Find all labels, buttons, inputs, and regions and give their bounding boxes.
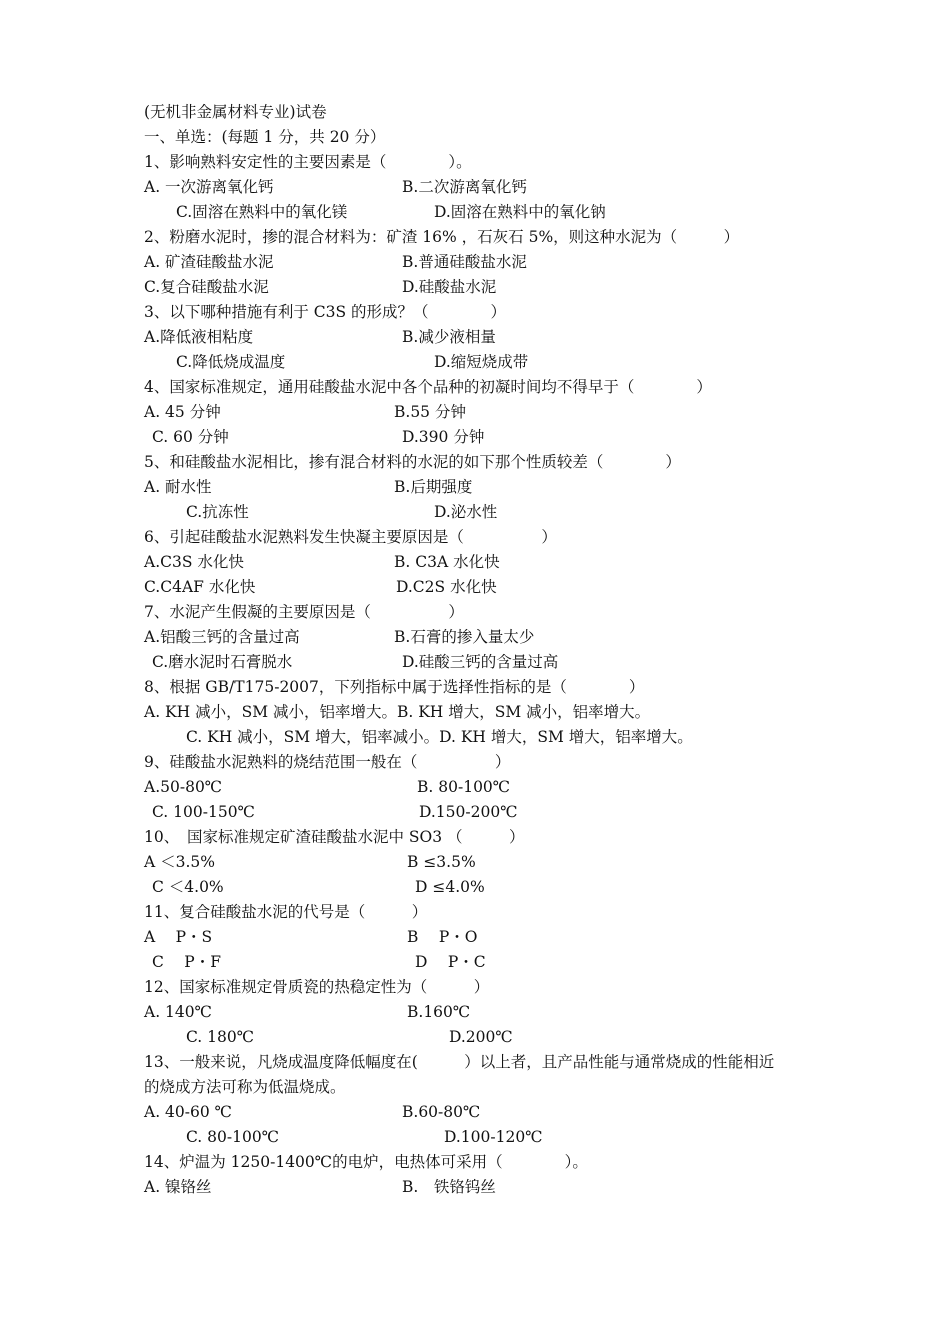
option-row xyxy=(144,950,824,975)
answer-option: A. 140℃ xyxy=(144,1003,212,1021)
answer-option: C.复合硅酸盐水泥 xyxy=(144,278,269,296)
answer-option: D.硅酸盐水泥 xyxy=(402,278,497,296)
option-row xyxy=(144,800,824,825)
answer-option: D P・C xyxy=(415,953,486,971)
answer-option: B.二次游离氧化钙 xyxy=(402,178,527,196)
answer-option: D ≤4.0% xyxy=(415,878,485,896)
question-stem: 6、引起硅酸盐水泥熟料发生快凝主要原因是（ ） xyxy=(144,528,557,546)
question-stem: 7、水泥产生假凝的主要原因是（ ） xyxy=(144,603,464,621)
answer-option: C P・F xyxy=(152,953,221,971)
option-row xyxy=(144,1100,824,1125)
answer-option: D.100-120℃ xyxy=(444,1128,543,1146)
option-row xyxy=(144,1025,824,1050)
answer-option: C. 180℃ xyxy=(186,1028,255,1046)
answer-option: C. 80-100℃ xyxy=(186,1128,280,1146)
option-row xyxy=(144,875,824,900)
answer-option: A. KH 减小，SM 减小，铝率增大。B. KH 增大，SM 减小，铝率增大。 xyxy=(144,703,651,721)
option-row xyxy=(144,700,824,725)
answer-option: A.铝酸三钙的含量过高 xyxy=(144,628,300,646)
answer-option: D.390 分钟 xyxy=(402,428,485,446)
answer-option: B P・O xyxy=(407,928,478,946)
answer-option: A. 镍铬丝 xyxy=(144,1178,212,1196)
question-stem: 14、炉温为 1250-1400℃的电炉，电热体可采用（ ）。 xyxy=(144,1153,588,1171)
answer-option: B.石膏的掺入量太少 xyxy=(394,628,535,646)
option-row xyxy=(144,250,824,275)
answer-option: C.抗冻性 xyxy=(186,503,249,521)
answer-option: B.后期强度 xyxy=(394,478,473,496)
option-row xyxy=(144,550,824,575)
answer-option: A.50-80℃ xyxy=(144,778,223,796)
answer-option: D.200℃ xyxy=(449,1028,513,1046)
question-stem: 9、硅酸盐水泥熟料的烧结范围一般在（ ） xyxy=(144,753,511,771)
option-row xyxy=(144,725,824,750)
answer-option: B.60-80℃ xyxy=(402,1103,481,1121)
answer-option: B. 铁铬钨丝 xyxy=(402,1178,496,1196)
question-stem: 1、影响熟料安定性的主要因素是（ ）。 xyxy=(144,153,472,171)
option-row xyxy=(144,500,824,525)
answer-option: A ＜3.5% xyxy=(144,853,215,871)
section-heading: 一、单选：(每题 1 分，共 20 分） xyxy=(144,128,386,146)
answer-option: A.C3S 水化快 xyxy=(144,553,244,571)
exam-title: (无机非金属材料专业)试卷 xyxy=(144,103,327,121)
option-row xyxy=(144,775,824,800)
option-row xyxy=(144,1000,824,1025)
option-row xyxy=(144,575,824,600)
option-row xyxy=(144,200,824,225)
answer-option: D.泌水性 xyxy=(434,503,498,521)
question-stem: 3、以下哪种措施有利于 C3S 的形成？（ ） xyxy=(144,303,507,321)
answer-option: D.缩短烧成带 xyxy=(434,353,529,371)
answer-option: C. 60 分钟 xyxy=(152,428,229,446)
answer-option: A P・S xyxy=(144,928,213,946)
answer-option: C. 100-150℃ xyxy=(152,803,255,821)
question-stem: 12、国家标准规定骨质瓷的热稳定性为（ ） xyxy=(144,978,490,996)
answer-option: A.降低液相粘度 xyxy=(144,328,254,346)
answer-option: C. KH 减小，SM 增大，铝率减小。D. KH 增大，SM 增大，铝率增大。 xyxy=(186,728,693,746)
option-row xyxy=(144,325,824,350)
question-stem-continued: 的烧成方法可称为低温烧成。 xyxy=(144,1078,346,1096)
answer-option: C.固溶在熟料中的氧化镁 xyxy=(176,203,348,221)
answer-option: B. C3A 水化快 xyxy=(394,553,500,571)
answer-option: D.固溶在熟料中的氧化钠 xyxy=(434,203,606,221)
answer-option: C ＜4.0% xyxy=(152,878,224,896)
answer-option: B.160℃ xyxy=(407,1003,471,1021)
question-stem: 13、一般来说，凡烧成温度降低幅度在( ）以上者，且产品性能与通常烧成的性能相近 xyxy=(144,1053,775,1071)
answer-option: B.普通硅酸盐水泥 xyxy=(402,253,527,271)
option-row xyxy=(144,475,824,500)
exam-content xyxy=(144,100,824,1200)
question-stem: 5、和硅酸盐水泥相比，掺有混合材料的水泥的如下那个性质较差（ ） xyxy=(144,453,681,471)
answer-option: B.减少液相量 xyxy=(402,328,496,346)
answer-option: D.C2S 水化快 xyxy=(396,578,497,596)
answer-option: D.150-200℃ xyxy=(419,803,518,821)
answer-option: C.降低烧成温度 xyxy=(176,353,286,371)
option-row xyxy=(144,1125,824,1150)
option-row xyxy=(144,275,824,300)
answer-option: D.硅酸三钙的含量过高 xyxy=(402,653,559,671)
answer-option: B ≤3.5% xyxy=(407,853,476,871)
answer-option: B. 80-100℃ xyxy=(417,778,511,796)
answer-option: A. 矿渣硅酸盐水泥 xyxy=(144,253,274,271)
option-row xyxy=(144,850,824,875)
option-row xyxy=(144,625,824,650)
option-row xyxy=(144,350,824,375)
answer-option: C.磨水泥时石膏脱水 xyxy=(152,653,293,671)
answer-option: A. 45 分钟 xyxy=(144,403,221,421)
option-row xyxy=(144,175,824,200)
answer-option: A. 一次游离氧化钙 xyxy=(144,178,274,196)
question-stem: 8、根据 GB/T175-2007，下列指标中属于选择性指标的是（ ） xyxy=(144,678,645,696)
question-stem: 10、 国家标准规定矿渣硅酸盐水泥中 SO3 （ ） xyxy=(144,828,525,846)
option-row xyxy=(144,925,824,950)
option-row xyxy=(144,425,824,450)
option-row xyxy=(144,650,824,675)
question-stem: 11、复合硅酸盐水泥的代号是（ ） xyxy=(144,903,428,921)
option-row xyxy=(144,1175,824,1200)
question-stem: 4、国家标准规定，通用硅酸盐水泥中各个品种的初凝时间均不得早于（ ） xyxy=(144,378,712,396)
answer-option: C.C4AF 水化快 xyxy=(144,578,256,596)
answer-option: A. 耐水性 xyxy=(144,478,212,496)
answer-option: B.55 分钟 xyxy=(394,403,466,421)
answer-option: A. 40-60 ℃ xyxy=(144,1103,232,1121)
option-row xyxy=(144,400,824,425)
question-stem: 2、粉磨水泥时，掺的混合材料为：矿渣 16% ，石灰石 5%，则这种水泥为（ ） xyxy=(144,228,740,246)
